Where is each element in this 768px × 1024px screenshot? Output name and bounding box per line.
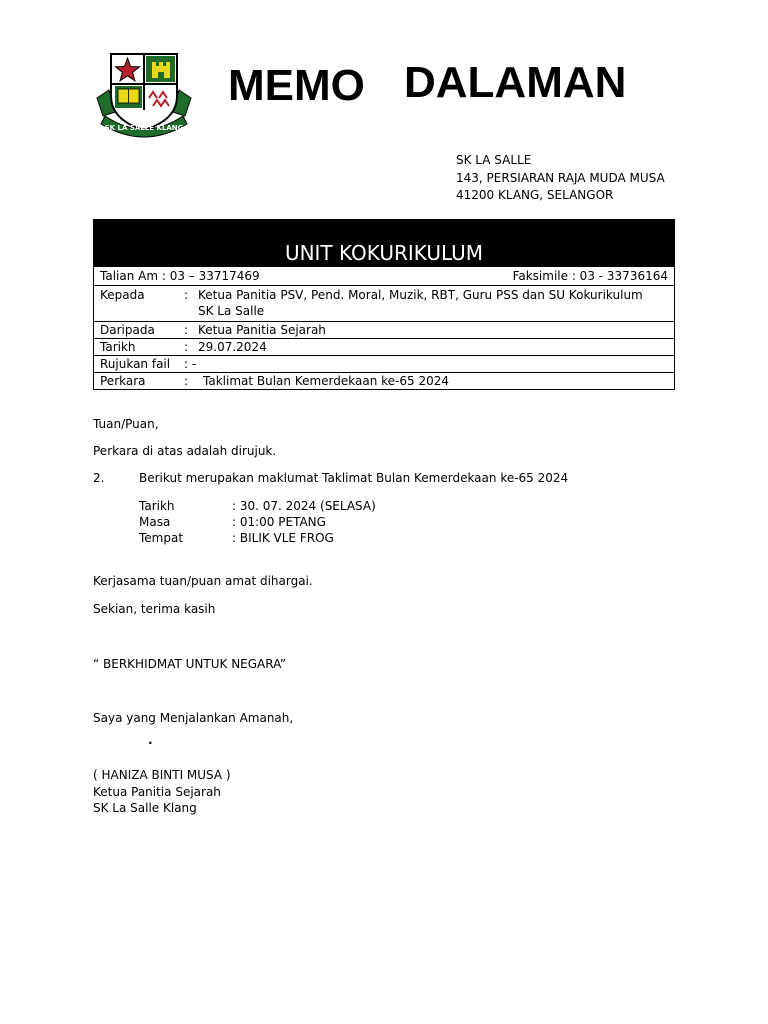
signer-role: Ketua Panitia Sejarah xyxy=(93,784,221,799)
rujukan-value: : - xyxy=(184,357,197,371)
detail-value: : 01:00 PETANG xyxy=(232,515,326,529)
crest-icon xyxy=(95,50,193,140)
memo-title-right: DALAMAN xyxy=(404,58,627,107)
school-crest-logo xyxy=(95,50,193,140)
detail-label: Masa xyxy=(139,515,171,529)
detail-label: Tempat xyxy=(139,531,184,545)
daripada-label: Daripada xyxy=(100,323,155,337)
signer-name: ( HANIZA BINTI MUSA ) xyxy=(93,768,231,782)
trust-line: Saya yang Menjalankan Amanah, xyxy=(93,711,294,725)
detail-row-time xyxy=(139,514,376,530)
detail-value: : 30. 07. 2024 (SELASA) xyxy=(232,499,376,513)
signature-mark: . xyxy=(148,733,153,747)
paragraph-text: Berikut merupakan maklumat Taklimat Bulan Kemerdekaan ke-65 2024 xyxy=(139,471,569,485)
closing-line: Sekian, terima kasih xyxy=(93,602,216,616)
tarikh-label: Tarikh xyxy=(100,340,136,354)
paragraph-number: 2. xyxy=(93,471,105,485)
salutation: Tuan/Puan, xyxy=(93,417,159,431)
perkara-colon: : xyxy=(184,374,189,388)
memo-header-table xyxy=(93,219,675,390)
kepada-value-line-2: SK La Salle xyxy=(198,304,265,318)
perkara-label: Perkara xyxy=(100,374,146,388)
thanks-line: Kerjasama tuan/puan amat dihargai. xyxy=(93,574,313,588)
address-line-3: 41200 KLANG, SELANGOR xyxy=(456,188,614,202)
memo-title-left: MEMO xyxy=(228,61,365,110)
daripada-value: Ketua Panitia Sejarah xyxy=(198,323,326,337)
school-address xyxy=(456,152,665,205)
svg-text:SK LA SALLE KLANG: SK LA SALLE KLANG xyxy=(104,124,184,132)
motto: “ BERKHIDMAT UNTUK NEGARA” xyxy=(93,657,287,671)
fax-text: Faksimile : 03 - 33736164 xyxy=(512,269,668,283)
kepada-label: Kepada xyxy=(100,288,145,302)
rujukan-label: Rujukan fail xyxy=(100,357,171,371)
address-line-2: 143, PERSIARAN RAJA MUDA MUSA xyxy=(456,170,665,185)
kepada-colon: : xyxy=(184,288,189,302)
address-line-1: SK LA SALLE xyxy=(456,153,532,167)
perkara-row xyxy=(94,373,675,390)
perkara-value: Taklimat Bulan Kemerdekaan ke-65 2024 xyxy=(203,374,449,388)
contact-row xyxy=(94,267,675,286)
detail-row-date xyxy=(139,498,376,514)
rujukan-row xyxy=(94,356,675,373)
daripada-row xyxy=(94,322,675,339)
detail-label: Tarikh xyxy=(139,499,175,513)
event-details xyxy=(139,498,376,546)
detail-value: : BILIK VLE FROG xyxy=(232,531,334,545)
intro-paragraph: Perkara di atas adalah dirujuk. xyxy=(93,444,277,458)
tarikh-value: 29.07.2024 xyxy=(198,340,267,354)
tarikh-colon: : xyxy=(184,340,189,354)
detail-row-place xyxy=(139,530,376,546)
telephone-text: Talian Am : 03 – 33717469 xyxy=(100,269,260,283)
tarikh-row xyxy=(94,339,675,356)
kepada-value: Ketua Panitia PSV, Pend. Moral, Muzik, RBT, Guru PSS dan SU Kokurikulum xyxy=(198,288,643,302)
daripada-colon: : xyxy=(184,323,189,337)
unit-heading: UNIT KOKURIKULUM xyxy=(94,220,675,267)
signer-block xyxy=(93,767,231,817)
kepada-row xyxy=(94,286,675,322)
signer-school: SK La Salle Klang xyxy=(93,801,197,815)
